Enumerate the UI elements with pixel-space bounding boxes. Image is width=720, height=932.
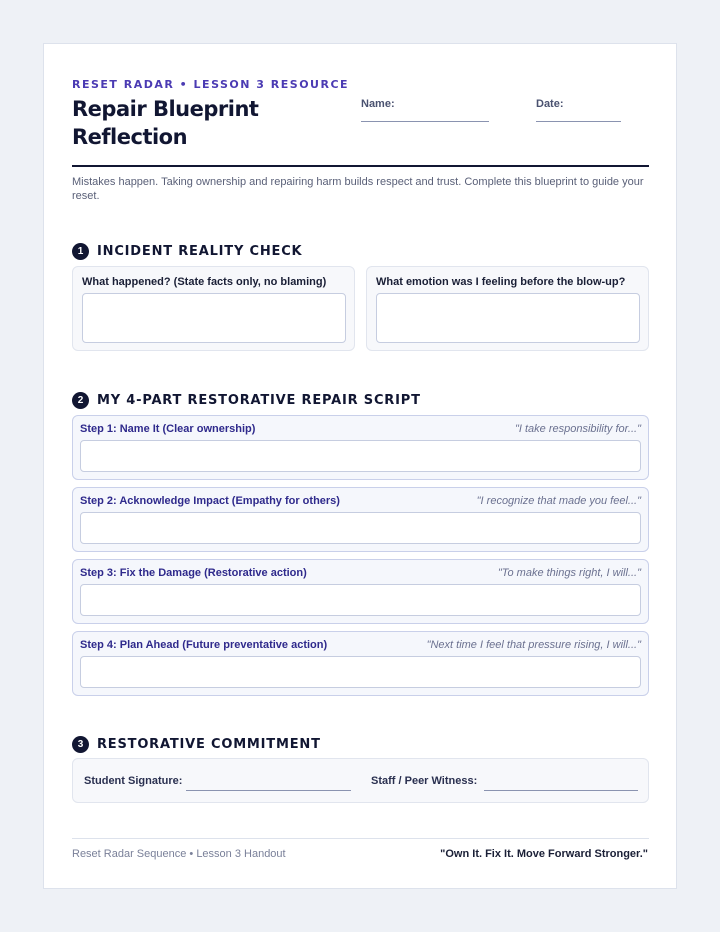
step-label: Step 1: Name It (Clear ownership) <box>80 423 256 435</box>
step-2-input[interactable] <box>80 512 641 544</box>
student-signature-label: Student Signature: <box>84 775 183 787</box>
incident-card <box>72 266 355 351</box>
worksheet-page <box>43 43 677 889</box>
step-card <box>72 631 649 696</box>
date-field[interactable] <box>536 121 621 122</box>
step-label: Step 3: Fix the Damage (Restorative action) <box>80 567 307 579</box>
section-title: INCIDENT REALITY CHECK <box>97 243 303 259</box>
step-hint: "I recognize that made you feel..." <box>476 495 641 507</box>
commitment-card <box>72 758 649 803</box>
witness-signature-field[interactable] <box>484 790 638 791</box>
section-number-badge: 3 <box>72 736 89 753</box>
student-signature-field[interactable] <box>186 790 351 791</box>
intro-text: Mistakes happen. Taking ownership and repairing harm builds respect and trust. Complete this blueprint to guide your reset. <box>72 176 644 202</box>
name-label: Name: <box>361 98 395 110</box>
page-title: Repair Blueprint Reflection <box>72 97 259 149</box>
step-hint: "To make things right, I will..." <box>497 567 641 579</box>
section-2-header <box>72 390 421 410</box>
section-number-badge: 2 <box>72 392 89 409</box>
step-hint: "Next time I feel that pressure rising, I will..." <box>426 639 641 651</box>
step-4-input[interactable] <box>80 656 641 688</box>
step-1-input[interactable] <box>80 440 641 472</box>
step-3-input[interactable] <box>80 584 641 616</box>
header-divider <box>72 165 649 167</box>
field-label: What emotion was I feeling before the blow-up? <box>376 276 626 288</box>
footer-motto: "Own It. Fix It. Move Forward Stronger." <box>440 848 648 860</box>
footer-divider <box>72 838 649 839</box>
section-number-badge: 1 <box>72 243 89 260</box>
step-card <box>72 487 649 552</box>
eyebrow-label: RESET RADAR • LESSON 3 RESOURCE <box>72 78 350 91</box>
section-3-header <box>72 734 321 754</box>
emotion-input[interactable] <box>376 293 640 343</box>
step-hint: "I take responsibility for..." <box>514 423 641 435</box>
step-card <box>72 559 649 624</box>
witness-signature-label: Staff / Peer Witness: <box>371 775 478 787</box>
date-label: Date: <box>536 98 564 110</box>
emotion-card <box>366 266 649 351</box>
step-label: Step 4: Plan Ahead (Future preventative action) <box>80 639 328 651</box>
field-label: What happened? (State facts only, no blaming) <box>82 276 327 288</box>
section-title: RESTORATIVE COMMITMENT <box>97 736 321 752</box>
what-happened-input[interactable] <box>82 293 346 343</box>
section-1-header <box>72 241 302 261</box>
name-field[interactable] <box>361 121 489 122</box>
section-title: MY 4-PART RESTORATIVE REPAIR SCRIPT <box>97 392 421 408</box>
step-card <box>72 415 649 480</box>
footer-source: Reset Radar Sequence • Lesson 3 Handout <box>72 848 286 860</box>
step-label: Step 2: Acknowledge Impact (Empathy for others) <box>80 495 340 507</box>
